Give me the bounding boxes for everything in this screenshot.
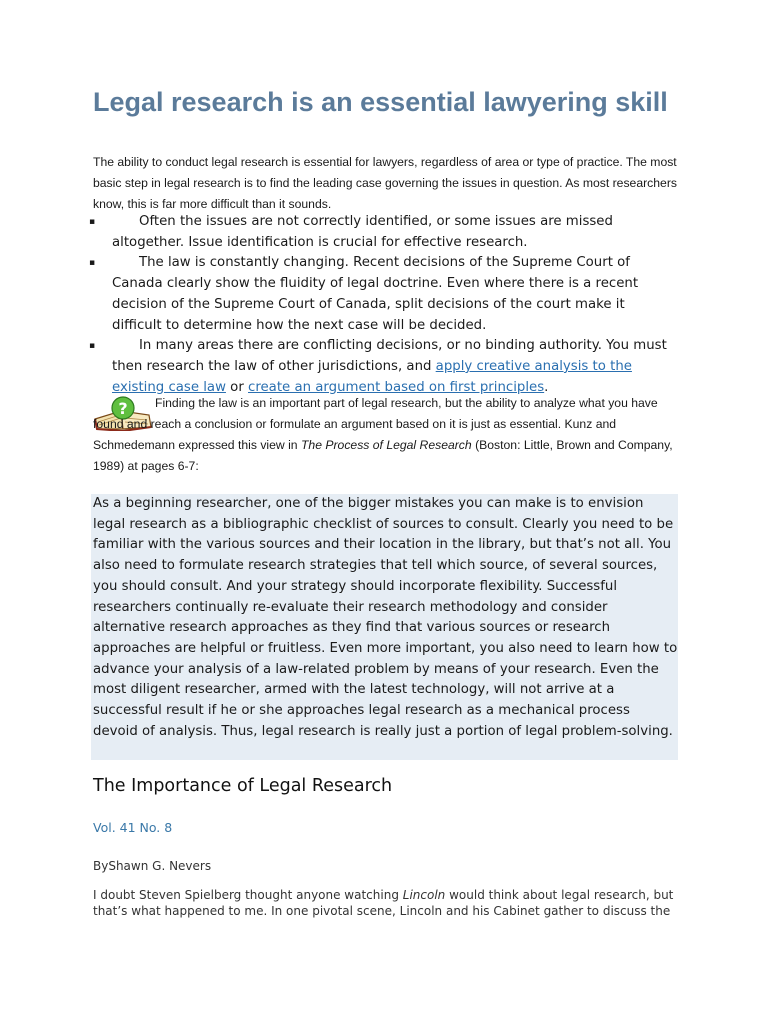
svg-text:?: ? xyxy=(118,399,128,418)
list-item-text: Often the issues are not correctly identified, or some issues are missed altogether. Issue identification is crucial for effective research. xyxy=(112,214,613,250)
page-title: Legal research is an essential lawyering skill xyxy=(93,87,668,117)
first-principles-link[interactable]: create an argument based on first principles xyxy=(248,379,545,395)
article-heading: The Importance of Legal Research xyxy=(93,776,393,796)
list-item-text: or xyxy=(225,379,249,395)
list-item xyxy=(89,212,678,253)
finding-paragraph: Finding the law is an important part of legal research, but the ability to analyze what you have found and reach a conclusion or formulate an argument based on it is just as essential. Kunz and Schmedemann expressed this view in The Process of Legal Research (Boston: Little, Brown and Company, 1989) at pages 6-7: xyxy=(93,396,673,473)
book-title: The Process of Legal Research xyxy=(300,438,472,452)
volume-number: Vol. 41 No. 8 xyxy=(93,820,173,835)
square-bullet-icon: ▪ xyxy=(89,258,96,269)
author-byline: ByShawn G. Nevers xyxy=(93,859,212,873)
list-item xyxy=(89,253,678,336)
list-item-text: The law is constantly changing. Recent decisions of the Supreme Court of Canada clearly show the fluidity of legal doctrine. Even where there is a recent decision of the Supreme Court of Canada, split decisions of the court make it difficult to determine how the next case will be decided. xyxy=(112,255,639,333)
issue-list xyxy=(89,212,678,398)
square-bullet-icon: ▪ xyxy=(89,341,96,352)
list-item-text: . xyxy=(544,379,549,395)
film-title: Lincoln xyxy=(402,888,446,902)
block-quote: As a beginning researcher, one of the bigger mistakes you can make is to envision legal research as a bibliographic checklist of sources to consult. Clearly you need to be familiar with the various sources and their location in the library, but that’s not all. You also need to formulate research strategies that tell which source, of several sources, you should consult. And your strategy should incorporate flexibility. Successful researchers continually re-evaluate their research methodology and consider alternative research approaches as they find that various sources or research approaches are helpful or fruitless. Even more important, you also need to learn how to advance your analysis of a law-related problem by means of your research. Even the most diligent researcher, armed with the latest technology, will not arrive at a successful result if he or she approaches legal research as a mechanical process devoid of analysis. Thus, legal research is really just a portion of legal problem-solving. xyxy=(91,494,678,760)
intro-paragraph: The ability to conduct legal research is essential for lawyers, regardless of area or type of practice. The most basic step in legal research is to find the leading case governing the issues in question. As most researchers know, this is far more difficult than it sounds. xyxy=(93,155,677,211)
square-bullet-icon: ▪ xyxy=(89,217,96,227)
list-item-text: In many areas there are conflicting decisions, or no binding authority. You must then research the law of other jurisdictions, and xyxy=(112,338,667,374)
creative-analysis-link[interactable]: apply creative analysis to the existing case law xyxy=(112,358,632,395)
article-body: I doubt Steven Spielberg thought anyone watching Lincoln would think about legal research, but that’s what happened to me. In one pivotal scene, Lincoln and his Cabinet gather to discuss the xyxy=(93,888,674,918)
list-item xyxy=(89,336,678,398)
